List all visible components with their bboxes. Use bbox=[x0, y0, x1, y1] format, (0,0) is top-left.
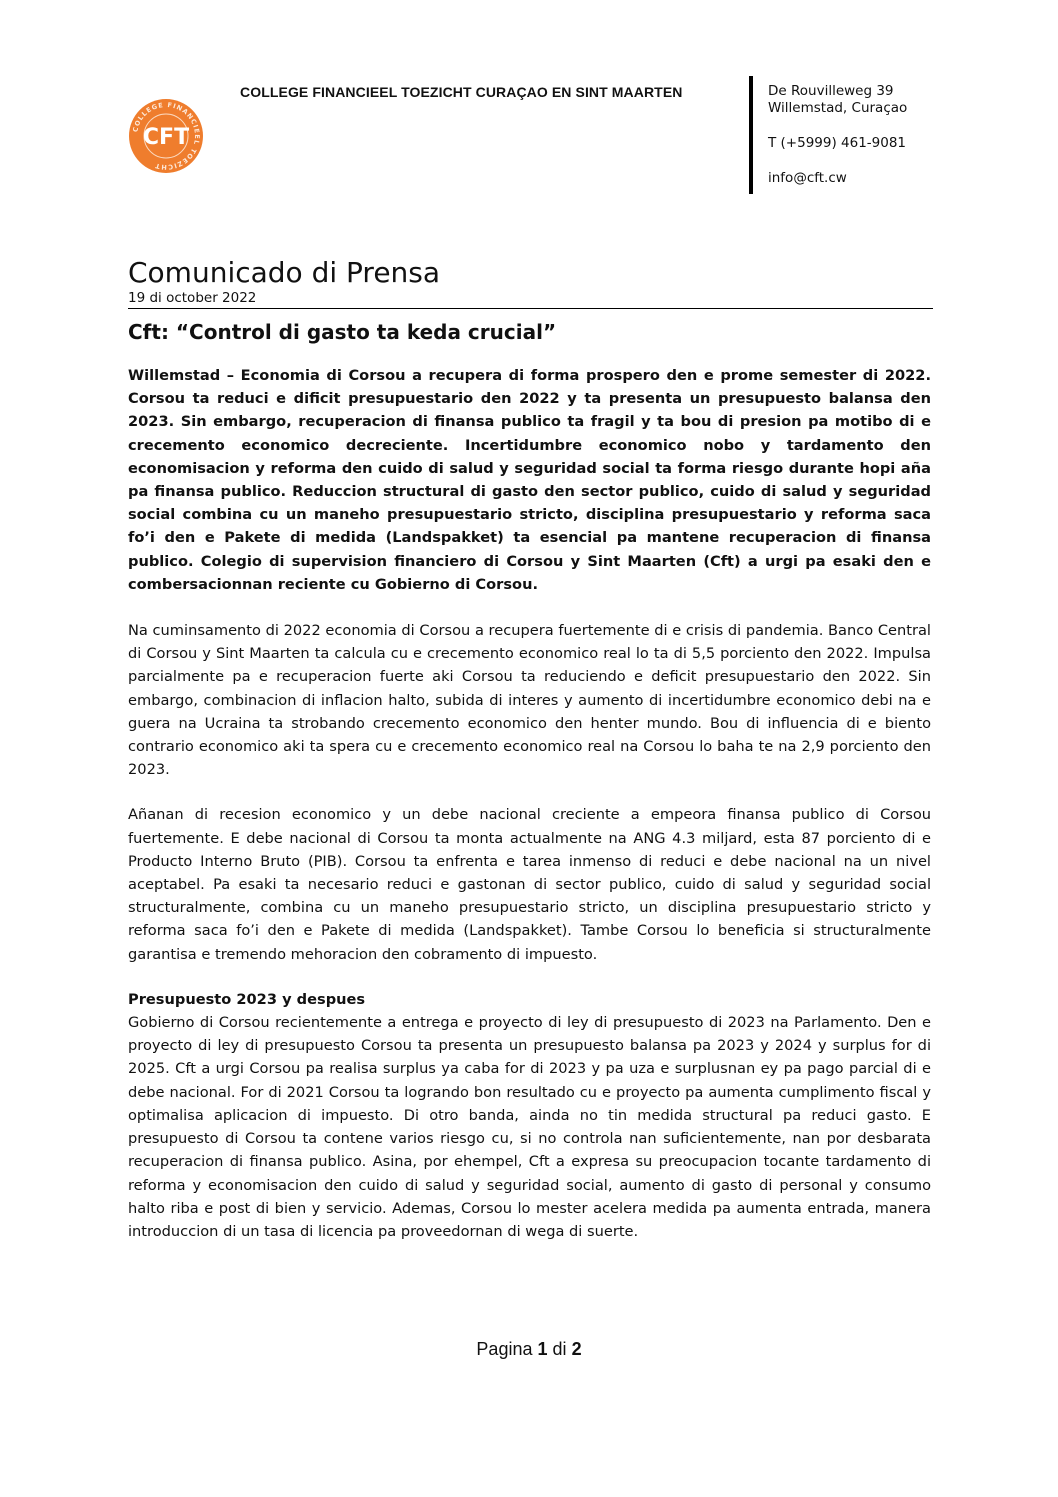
page-label: Pagina bbox=[476, 1339, 533, 1359]
paragraph-3: Gobierno di Corsou recientemente a entrega e proyecto di ley di presupuesto di 2023 na Parlamento. Den e proyecto di ley di presupuesto Corsou ta presenta un presupuesto balansa pa 2023 y 2024 y surplus for di 2025. Cft a urgi Corsou pa realisa surplus ya caba for di 2023 y pa uza e surplusnan ey pa pago parcial di e debe nacional. For di 2021 Corsou ta logrando bon resultado cu e proyecto pa aumenta cumplimento fiscal y optimalisa aplicacion di impuesto. Di otro banda, ainda no tin medida structural pa reduci gasto. E presupuesto di Corsou ta contene varios riesgo cu, si no controla nan suficientemente, nan por desbarata recuperacion di finansa publico. Asina, por ehempel, Cft a expresa su preocupacion tocante tardamento di reforma y economisacion den cuido di salud y seguridad social, aumento di gasto di personal y consumo halto riba e post di bien y servicio. Ademas, Corsou lo mester acelera medida pa aumenta entrada, manera introduccion di un tasa di licencia pa proveedornan di wega di suerte. bbox=[128, 1014, 931, 1240]
paragraph-1: Na cuminsamento di 2022 economia di Corsou a recupera fuertemente di e crisis di pandemia. Banco Central di Corsou y Sint Maarten ta calcula cu e crecemento economico real lo ta di 5,5 porciento den 2022. Impulsa parcialmente pa e recuperacion fuerte aki Corsou ta reduciendo e deficit presupuestario den 2022. Sin embargo, combinacion di inflacion halto, subida di interes y aumento di incertidumbre economico debi na e guera na Ucraina ta strobando crecemento economico den henter mundo. Bou di influencia di e biento contrario economico aki ta spera cu e crecemento economico real na Corsou lo baha te na 2,9 porciento den 2023. bbox=[128, 622, 931, 779]
section-heading: Presupuesto 2023 y despues bbox=[128, 990, 366, 1008]
page-separator: di bbox=[552, 1339, 567, 1359]
headline: Cft: “Control di gasto ta keda crucial” bbox=[128, 320, 557, 344]
page-total: 2 bbox=[571, 1339, 582, 1359]
address-line-2: Willemstad, Curaçao bbox=[768, 100, 908, 116]
lead-paragraph: Willemstad – Economia di Corsou a recupera di forma prospero den e prome semester di 2022. Corsou ta reduci e dificit presupuestario den 2022 y ta presenta un presupuesto balansa den 2023. Sin embargo, recuperacion di finansa publico ta fragil y ta bou di presion pa motibo di e crecemento economico decreciente. Incertidumbre economico nobo y tardamento den economisacion y reforma den cuido di salud y seguridad social ta forma riesgo durante hopi aña pa finansa publico. Reduccion structural di gasto den sector publico, cuido di salud y seguridad social combina cu un maneho presupuestario stricto, disciplina presupuestario y reforma saca fo’i den e Pakete di medida (Landspakket) ta esencial pa mantene recuperacion di finansa publico. Colegio di supervision financiero di Corsou y Sint Maarten (Cft) a urgi pa esaki den e combersacionnan reciente cu Gobierno di Corsou. bbox=[128, 367, 931, 593]
address-line-1: De Rouvilleweg 39 bbox=[768, 83, 894, 99]
article-body bbox=[128, 364, 931, 1265]
phone-number: T (+5999) 461-9081 bbox=[768, 135, 907, 151]
header-divider bbox=[749, 76, 753, 194]
page-current: 1 bbox=[537, 1339, 548, 1359]
document-title: Comunicado di Prensa bbox=[128, 256, 441, 289]
organization-name: COLLEGE FINANCIEEL TOEZICHT CURAÇAO EN SINT MAARTEN bbox=[240, 84, 683, 100]
document-date: 19 di october 2022 bbox=[128, 290, 257, 306]
page-footer bbox=[0, 1339, 1058, 1360]
email-address[interactable]: info@cft.cw bbox=[768, 170, 847, 186]
cft-logo bbox=[128, 98, 204, 174]
logo-text: CFT bbox=[142, 125, 190, 150]
paragraph-2: Añanan di recesion economico y un debe nacional creciente a empeora finansa publico di Corsou fuertemente. E debe nacional di Corsou ta monta actualmente na ANG 4.3 miljard, esta 87 porciento di e Producto Interno Bruto (PIB). Corsou ta enfrenta e tarea inmenso di reduci e debe nacional na un nivel aceptabel. Pa esaki ta necesario reduci e gastonan di sector publico, cuido di salud y seguridad social structuralmente, combina cu un maneho presupuestario stricto, un disciplina presupuestario stricto y reforma saca fo’i den e Pakete di medida (Landspakket). Tambe Corsou lo beneficia si structuralmente garantisa e tremendo mehoracion den cobramento di impuesto. bbox=[128, 806, 931, 963]
contact-block bbox=[768, 83, 1028, 187]
logo-ring-text: COLLEGE FINANCIEEL TOEZICHT bbox=[131, 100, 202, 172]
title-rule bbox=[128, 308, 933, 309]
